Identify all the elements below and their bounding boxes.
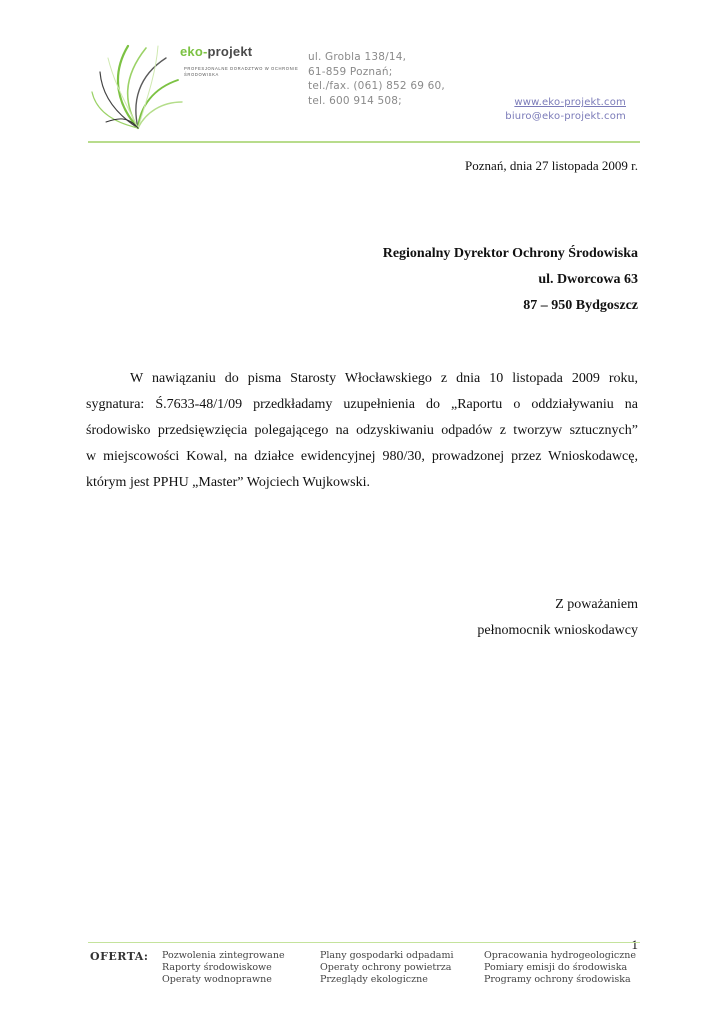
signatory-title: pełnomocnik wnioskodawcy xyxy=(477,623,638,638)
offer-item: Programy ochrony środowiska xyxy=(484,974,631,985)
footer-divider xyxy=(88,942,640,943)
body-line: środowisko przedsięwzięcia polegającego na odzyskiwaniu odpadów z tworzyw sztucznych” xyxy=(86,423,638,438)
offer-item: Operaty wodnoprawne xyxy=(162,974,272,985)
offer-item: Przeglądy ekologiczne xyxy=(320,974,428,985)
offer-item: Pozwolenia zintegrowane xyxy=(162,950,285,961)
website-link[interactable]: www.eko-projekt.com xyxy=(514,97,626,108)
recipient-city: 87 – 950 Bydgoszcz xyxy=(523,298,638,313)
body-line: w miejscowości Kowal, na działce ewidencyjnej 980/30, prowadzonej przez Wnioskodawcę, xyxy=(86,449,638,464)
company-web-contact xyxy=(505,96,626,124)
body-line: którym jest PPHU „Master” Wojciech Wujkowski. xyxy=(86,475,370,490)
recipient-street: ul. Dworcowa 63 xyxy=(538,272,638,287)
recipient-block xyxy=(383,241,638,319)
signature-block xyxy=(477,592,638,644)
address-line: ul. Grobla 138/14, xyxy=(308,51,407,63)
footer-offer-column xyxy=(162,950,285,986)
recipient-name: Regionalny Dyrektor Ochrony Środowiska xyxy=(382,246,638,261)
phone-line: tel. 600 914 508; xyxy=(308,94,402,107)
offer-item: Pomiary emisji do środowiska xyxy=(484,962,628,973)
letter-body xyxy=(86,366,638,496)
body-line: sygnatura: Ś.7633-48/1/09 przedkładamy uzupełnienia do „Raportu o oddziaływaniu na xyxy=(86,397,638,412)
closing-phrase: Z poważaniem xyxy=(555,597,638,612)
company-logo xyxy=(88,36,298,136)
address-line: 61-859 Poznań; xyxy=(308,65,393,78)
letter-date: Poznań, dnia 27 listopada 2009 r. xyxy=(465,158,638,173)
body-line: W nawiązaniu do pisma Starosty Włocławskiego z dnia 10 listopada 2009 roku, xyxy=(130,371,638,386)
offer-footer xyxy=(88,950,640,1000)
footer-offer-column xyxy=(484,950,636,986)
offer-item: Plany gospodarki odpadami xyxy=(320,950,454,961)
logo-wordmark: eko-projekt xyxy=(180,44,253,59)
offer-item: Operaty ochrony powietrza xyxy=(320,962,452,973)
footer-offer-label: OFERTA: xyxy=(90,950,149,963)
offer-item: Opracowania hydrogeologiczne xyxy=(484,950,636,961)
offer-item: Raporty środowiskowe xyxy=(162,962,272,973)
footer-offer-column xyxy=(320,950,454,986)
header-divider xyxy=(88,141,640,143)
email-link[interactable]: biuro@eko-projekt.com xyxy=(505,111,626,122)
letterhead xyxy=(88,36,640,144)
logo-tagline: PROFESJONALNE DORADZTWO W OCHRONIE ŚRODOWISKA xyxy=(184,66,299,77)
logo-swirl-icon xyxy=(88,36,188,136)
phone-fax-line: tel./fax. (061) 852 69 60, xyxy=(308,80,445,92)
page-number: 1 xyxy=(631,937,638,952)
company-address xyxy=(308,50,445,108)
